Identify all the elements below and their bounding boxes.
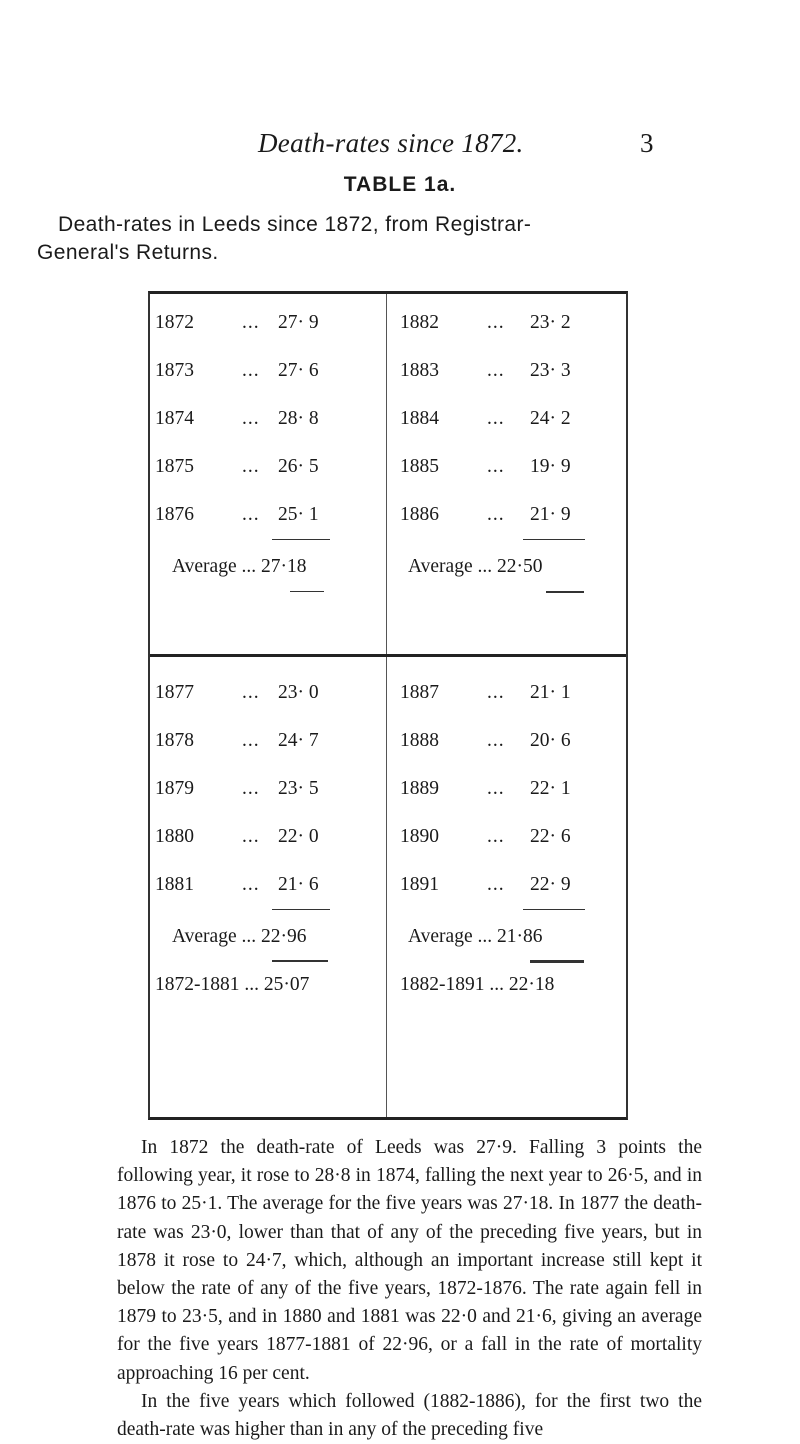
- running-head: [0, 128, 800, 168]
- body-text: [117, 1134, 702, 1444]
- rate-cell: 21· 9: [530, 504, 571, 525]
- year-cell: 1881: [155, 874, 194, 895]
- rate-cell: 23· 5: [278, 778, 319, 799]
- leader-dots: ...: [242, 730, 260, 751]
- average-row: [150, 556, 626, 590]
- table-row: [150, 682, 626, 716]
- table-row: [150, 360, 626, 394]
- sum-rule: [530, 960, 584, 963]
- rate-cell: 28· 8: [278, 408, 319, 429]
- rate-cell: 27· 9: [278, 312, 319, 333]
- year-cell: 1875: [155, 456, 194, 477]
- table-row: [150, 826, 626, 860]
- rate-cell: 21· 1: [530, 682, 571, 703]
- rate-cell: 20· 6: [530, 730, 571, 751]
- rate-cell: 21· 6: [278, 874, 319, 895]
- period-average-cell: 1882-1891 ... 22·18: [400, 974, 555, 995]
- rate-cell: 26· 5: [278, 456, 319, 477]
- year-cell: 1872: [155, 312, 194, 333]
- sum-rule: [272, 960, 328, 962]
- rate-cell: 22· 0: [278, 826, 319, 847]
- table-row: [150, 730, 626, 764]
- year-cell: 1885: [400, 456, 439, 477]
- leader-dots: ...: [242, 874, 260, 895]
- year-cell: 1882: [400, 312, 439, 333]
- period-average-cell: 1872-1881 ... 25·07: [155, 974, 310, 995]
- sum-rule: [272, 909, 330, 910]
- leader-dots: ...: [487, 730, 505, 751]
- year-cell: 1891: [400, 874, 439, 895]
- block-divider: [150, 654, 626, 657]
- year-cell: 1878: [155, 730, 194, 751]
- leader-dots: ...: [242, 778, 260, 799]
- rate-cell: 24· 7: [278, 730, 319, 751]
- rate-cell: 22· 1: [530, 778, 571, 799]
- running-title: Death-rates since 1872.: [258, 128, 524, 158]
- year-cell: 1888: [400, 730, 439, 751]
- leader-dots: ...: [242, 312, 260, 333]
- year-cell: 1877: [155, 682, 194, 703]
- caption-line-1: Death-rates in Leeds since 1872, from Registrar-: [58, 213, 532, 236]
- average-row: [150, 926, 626, 960]
- table-label: TABLE 1a.: [343, 173, 457, 196]
- year-cell: 1887: [400, 682, 439, 703]
- year-cell: 1884: [400, 408, 439, 429]
- sum-rule: [523, 539, 585, 540]
- leader-dots: ...: [242, 504, 260, 525]
- average-cell: Average ... 27·18: [172, 556, 307, 577]
- leader-dots: ...: [487, 504, 505, 525]
- leader-dots: ...: [242, 826, 260, 847]
- table-row: [150, 456, 626, 490]
- leader-dots: ...: [487, 408, 505, 429]
- leader-dots: ...: [242, 360, 260, 381]
- leader-dots: ...: [487, 778, 505, 799]
- leader-dots: ...: [487, 682, 505, 703]
- death-rate-table: [148, 291, 628, 1120]
- rate-cell: 22· 6: [530, 826, 571, 847]
- year-cell: 1874: [155, 408, 194, 429]
- table-caption: [37, 211, 758, 267]
- sum-rule: [546, 591, 584, 593]
- table-row: [150, 778, 626, 812]
- rate-cell: 22· 9: [530, 874, 571, 895]
- table-row: [150, 504, 626, 538]
- leader-dots: ...: [487, 312, 505, 333]
- paragraph: In the five years which followed (1882-1886), for the first two the death-rate was higher than in any of the preceding five: [117, 1390, 702, 1441]
- sum-rule: [290, 591, 324, 592]
- average-cell: Average ... 21·86: [408, 926, 543, 947]
- year-cell: 1880: [155, 826, 194, 847]
- sum-rule: [523, 909, 585, 910]
- period-average-row: [150, 974, 626, 1008]
- rate-cell: 23· 0: [278, 682, 319, 703]
- year-cell: 1890: [400, 826, 439, 847]
- caption-line-2: General's Returns.: [37, 241, 219, 264]
- table-row: [150, 312, 626, 346]
- leader-dots: ...: [242, 682, 260, 703]
- rate-cell: 19· 9: [530, 456, 571, 477]
- leader-dots: ...: [242, 408, 260, 429]
- leader-dots: ...: [487, 456, 505, 477]
- rate-cell: 24· 2: [530, 408, 571, 429]
- rate-cell: 23· 3: [530, 360, 571, 381]
- paragraph: In 1872 the death-rate of Leeds was 27·9. Falling 3 points the following year, it rose to 28·8 in 1874, falling the next year to 26·5, and in 1876 to 25·1. The average for the five years was 27·18. In 1877 the death-rate was 23·0, lower than that of any of the preceding five years, but in 1878 it rose to 24·7, which, although an important increase still kept it below the rate of any of the five years, 1872-1876. The rate again fell in 1879 to 23·5, and in 1880 and 1881 was 22·0 and 21·6, giving an average for the five years 1877-1881 of 22·96, or a fall in the rate of mortality approaching 16 per cent.: [117, 1137, 702, 1384]
- average-cell: Average ... 22·96: [172, 926, 307, 947]
- leader-dots: ...: [487, 826, 505, 847]
- year-cell: 1883: [400, 360, 439, 381]
- leader-dots: ...: [242, 456, 260, 477]
- page-number: 3: [640, 128, 654, 158]
- rate-cell: 27· 6: [278, 360, 319, 381]
- year-cell: 1879: [155, 778, 194, 799]
- table-row: [150, 874, 626, 908]
- average-cell: Average ... 22·50: [408, 556, 543, 577]
- year-cell: 1873: [155, 360, 194, 381]
- leader-dots: ...: [487, 874, 505, 895]
- leader-dots: ...: [487, 360, 505, 381]
- rate-cell: 23· 2: [530, 312, 571, 333]
- rate-cell: 25· 1: [278, 504, 319, 525]
- year-cell: 1889: [400, 778, 439, 799]
- table-row: [150, 408, 626, 442]
- year-cell: 1876: [155, 504, 194, 525]
- sum-rule: [272, 539, 330, 540]
- year-cell: 1886: [400, 504, 439, 525]
